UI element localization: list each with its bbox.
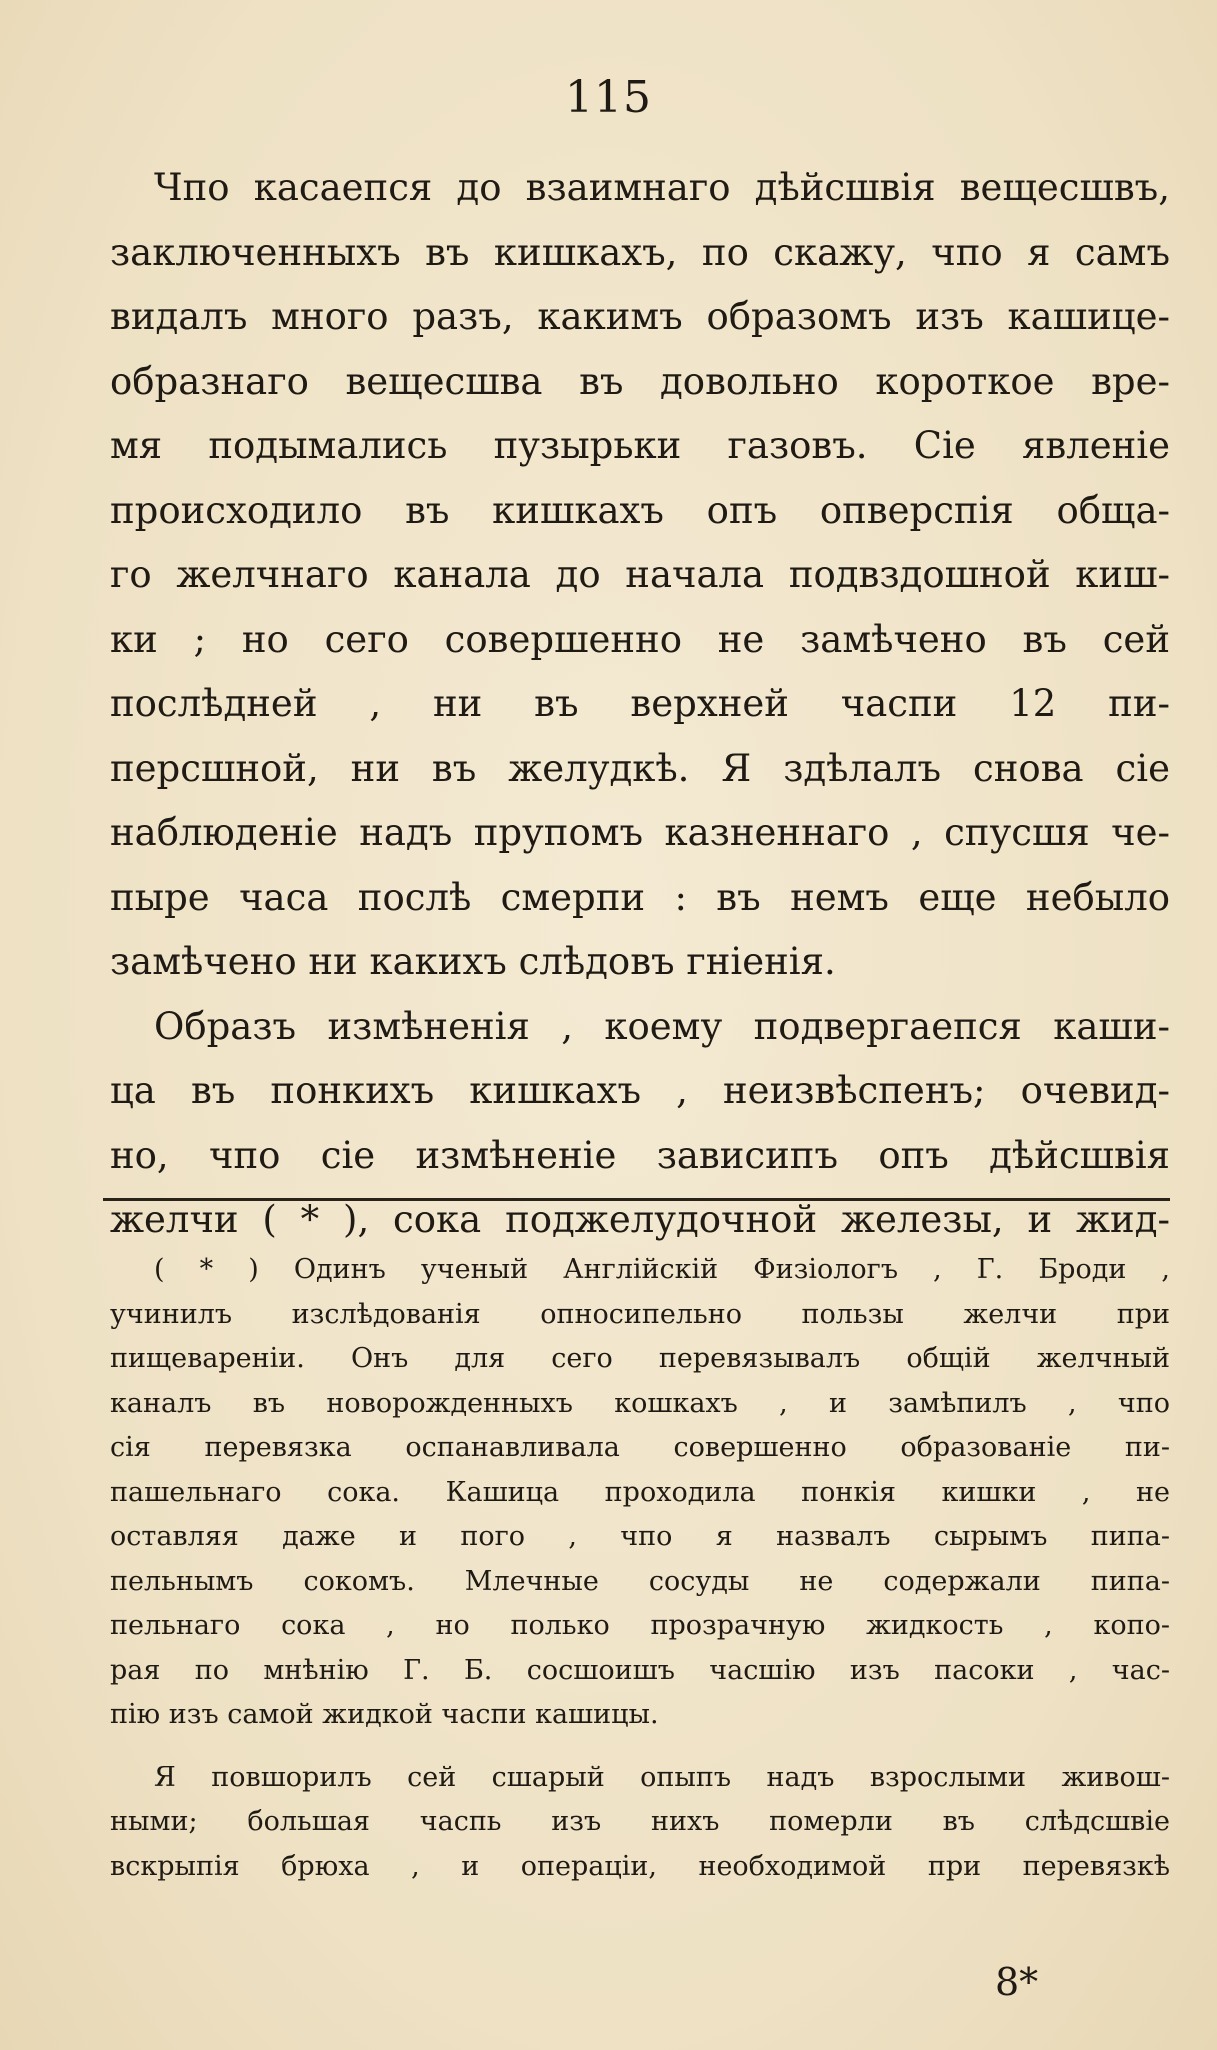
footnote-line: пельнымъ сокомъ. Млечные сосуды не содержали пипа- bbox=[110, 1565, 1170, 1597]
text-line: заключенныхъ въ кишкахъ, по скажу, чпо я самъ bbox=[110, 230, 1170, 274]
text-line: видалъ много разъ, какимъ образомъ изъ кашице- bbox=[110, 295, 1170, 338]
footnote-line: пію изъ самой жидкой часпи кашицы. bbox=[110, 1699, 659, 1730]
main-text bbox=[110, 156, 1170, 1253]
text-line: ца въ понкихъ кишкахъ , неизвѣспенъ; очевид- bbox=[110, 1069, 1170, 1112]
text-line: происходило въ кишкахъ опъ опверспія обща- bbox=[110, 488, 1170, 532]
text-line: пыре часа послѣ смерпи : въ немъ еще небыло bbox=[110, 875, 1170, 919]
footnote-line: пищевареніи. Онъ для сего перевязывалъ общій желчный bbox=[110, 1343, 1170, 1374]
footnote-divider bbox=[103, 1198, 1170, 1201]
text-line: но, чпо сіе измѣненіе зависипъ опъ дѣйсшвія bbox=[110, 1133, 1170, 1177]
text-line: персшной, ни въ желудкѣ. Я здѣлалъ снова сіе bbox=[110, 746, 1170, 790]
footnote-line: сія перевязка оспанавливала совершенно образованіе пи- bbox=[110, 1432, 1170, 1463]
footnote-line: ( * ) Одинъ ученый Англійскій Физіологъ , Г. Броди , bbox=[154, 1254, 1170, 1285]
footnote-line: вскрыпія брюха , и операціи, необходимой при перевязкѣ bbox=[110, 1850, 1170, 1882]
text-line: образнаго вещесшва въ довольно короткое вре- bbox=[110, 359, 1170, 403]
footnote-line: рая по мнѣнію Г. Б. сосшоишъ часшію изъ пасоки , час- bbox=[110, 1654, 1170, 1686]
footnote-line: ными; большая часпь изъ нихъ померли въ слѣдсшвіе bbox=[110, 1806, 1170, 1837]
text-line: ки ; но сего совершенно не замѣчено въ сей bbox=[110, 617, 1170, 661]
text-line: Чпо касаепся до взаимнаго дѣйсшвія вещесшвъ, bbox=[154, 166, 1170, 209]
text-line: го желчнаго канала до начала подвздошной киш- bbox=[110, 553, 1170, 596]
footnote-line: Я повшорилъ сей сшарый опыпъ надъ взрослыми живош- bbox=[154, 1761, 1170, 1793]
footnote-line: учинилъ изслѣдованія опносипельно пользы желчи при bbox=[110, 1298, 1170, 1330]
printer-signature-mark: 8* bbox=[995, 1960, 1039, 2004]
text-line: Образъ измѣненія , коему подвергаепся каши- bbox=[154, 1004, 1170, 1048]
text-line: наблюденіе надъ прупомъ казненнаго , спусшя че- bbox=[110, 811, 1170, 854]
footnote-text bbox=[110, 1248, 1170, 1889]
footnote-line: пашельнаго сока. Кашица проходила понкія кишки , не bbox=[110, 1476, 1170, 1508]
page-number: 115 bbox=[565, 72, 652, 123]
footnote-line: оставляя даже и пого , чпо я назвалъ сырымъ пипа- bbox=[110, 1521, 1170, 1552]
footnote-paragraph-gap bbox=[110, 1738, 1170, 1756]
text-line: замѣчено ни какихъ слѣдовъ гніенія. bbox=[110, 940, 836, 983]
text-line: мя подымались пузырьки газовъ. Сіе явленіе bbox=[110, 424, 1170, 467]
footnote-line: пельнаго сока , но полько прозрачную жидкость , копо- bbox=[110, 1610, 1170, 1641]
text-line: желчи ( * ), сока поджелудочной железы, и жид- bbox=[110, 1198, 1170, 1241]
footnote-line: каналъ въ новорожденныхъ кошкахъ , и замѣпилъ , чпо bbox=[110, 1387, 1170, 1419]
text-line: послѣдней , ни въ верхней часпи 12 пи- bbox=[110, 682, 1170, 725]
